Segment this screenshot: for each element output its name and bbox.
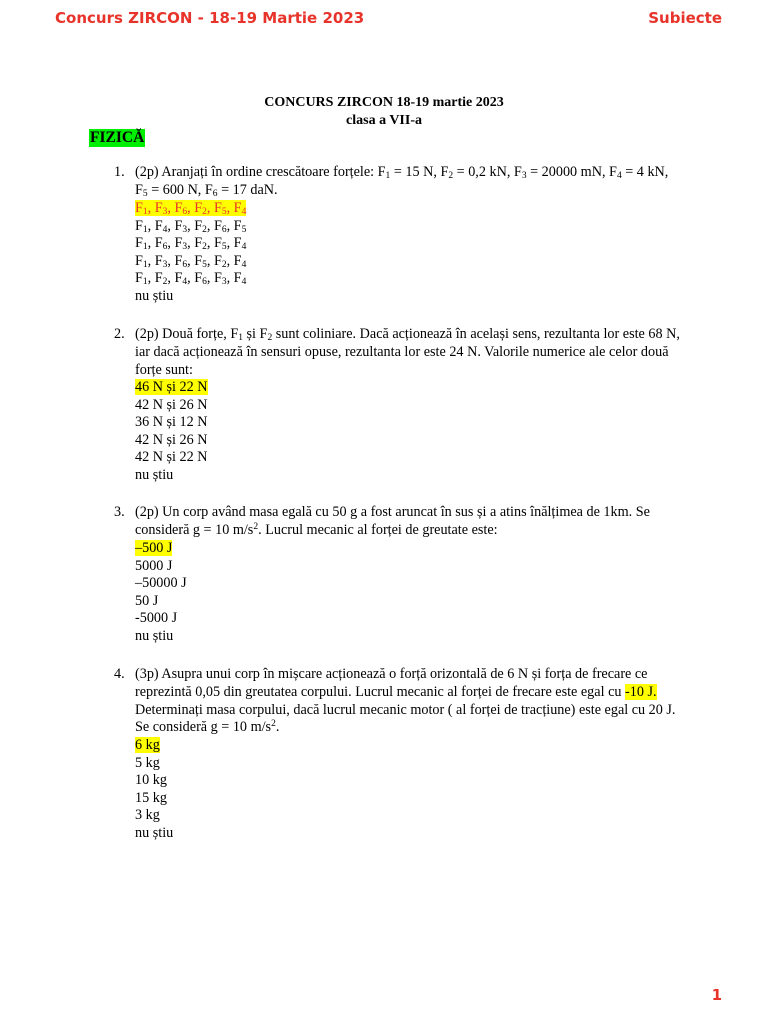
answer-text: nu știu (135, 824, 174, 841)
answer-option (135, 235, 246, 253)
question-stem: (2p) Două forțe, $F_1$ și $F_2$ sunt coliniare. Dacă acționează în același sens, rezultanta lor este 68 N, iar dacă acționează în sensuri opuse, rezultanta lor este 24 N. Valorile numerice ale celor două forțe sunt: (135, 326, 680, 378)
answer-text: $F_1$, $F_4$, $F_3$, $F_2$, $F_6$, $F_5$ (135, 217, 247, 235)
answer-option (135, 540, 187, 558)
answer-text: –50000 J (135, 575, 187, 591)
answer-text: -5000 J (135, 610, 178, 626)
answer-text: $F_1$, $F_3$, $F_6$, $F_5$, $F_2$, $F_4$ (135, 252, 247, 270)
answer-option (135, 628, 187, 646)
answer-options (135, 540, 187, 645)
section-heading: FIZICĂ (90, 129, 145, 146)
answer-text: nu știu (135, 287, 174, 304)
answer-option (135, 467, 208, 485)
answer-option (135, 253, 246, 271)
answer-text: 42 N și 26 N (135, 431, 208, 448)
question-stem: (3p) Asupra unui corp în mișcare acționează o forță orizontală de 6 N și forța de frecare ce reprezintă 0,05 din greutatea corpului. Lucrul mecanic al forței de frecare este egal cu -10 J. Determinați masa corpului, dacă lucrul mecanic motor ( al forței de tracțiune) este egal cu 20 J. Se consideră g = 10 $m/s^2$. (135, 666, 676, 736)
correct-answer-highlight: 46 N și 22 N (135, 379, 208, 395)
question-number: 3. (114, 504, 125, 520)
answer-option (135, 737, 173, 755)
answer-text: 50 J (135, 592, 159, 609)
header-subjects-label: Subiecte (648, 9, 722, 27)
document-subtitle: clasa a VII-a (346, 113, 422, 128)
answer-option (135, 755, 173, 773)
answer-option (135, 575, 187, 593)
answer-text: 3 kg (135, 807, 160, 823)
page-number: 1 (711, 986, 722, 1004)
answer-option (135, 270, 246, 288)
answer-option (135, 218, 246, 236)
answer-option (135, 432, 208, 450)
answer-option (135, 200, 246, 218)
answer-option (135, 379, 208, 397)
answer-text: nu știu (135, 466, 174, 483)
correct-answer-highlight: $F_1$, $F_3$, $F_6$, $F_2$, $F_5$, $F_4$ (135, 200, 247, 217)
question-number: 4. (114, 666, 125, 682)
answer-option (135, 593, 187, 611)
answer-text: 15 kg (135, 789, 167, 806)
answer-option (135, 414, 208, 432)
answer-option (135, 449, 208, 467)
answer-options (135, 737, 173, 842)
answer-option (135, 772, 173, 790)
answer-text: 42 N și 26 N (135, 396, 208, 413)
answer-option (135, 610, 187, 628)
answer-text: 5000 J (135, 557, 173, 574)
answer-options (135, 379, 208, 484)
answer-option (135, 558, 187, 576)
answer-option (135, 397, 208, 415)
answer-text: $F_1$, $F_6$, $F_3$, $F_2$, $F_5$, $F_4$ (135, 235, 247, 252)
header-title: Concurs ZIRCON - 18-19 Martie 2023 (55, 9, 365, 27)
document-title: CONCURS ZIRCON 18-19 martie 2023 (264, 95, 504, 110)
answer-text: 5 kg (135, 754, 160, 771)
answer-text: 42 N și 22 N (135, 449, 208, 465)
answer-option (135, 807, 173, 825)
question-number: 1. (114, 164, 125, 180)
answer-option (135, 790, 173, 808)
answer-text: $F_1$, $F_2$, $F_4$, $F_6$, $F_3$, $F_4$ (135, 270, 247, 287)
answer-options (135, 200, 246, 305)
answer-option (135, 288, 246, 306)
answer-text: 10 kg (135, 772, 167, 788)
correct-answer-highlight: 6 kg (135, 737, 160, 753)
answer-text: 36 N și 12 N (135, 414, 208, 430)
correct-answer-highlight: –500 J (135, 540, 173, 556)
question-stem: (2p) Un corp având masa egală cu 50 g a fost aruncat în sus și a atins înălțimea de 1km. Se consideră g = 10 $m/s^2$. Lucrul mecanic al forței de greutate este: (135, 504, 650, 538)
question-stem: (2p) Aranjați în ordine crescătoare forțele: $F_1 = 15$ N, $F_2 = 0,2$ kN, $F_3 = 20000$ mN, $F_4 = 4$ kN, $F_5 = 600$ N, $F_6 = 17$ daN. (135, 164, 669, 199)
question-number: 2. (114, 326, 125, 342)
answer-text: nu știu (135, 627, 174, 644)
answer-option (135, 825, 173, 843)
